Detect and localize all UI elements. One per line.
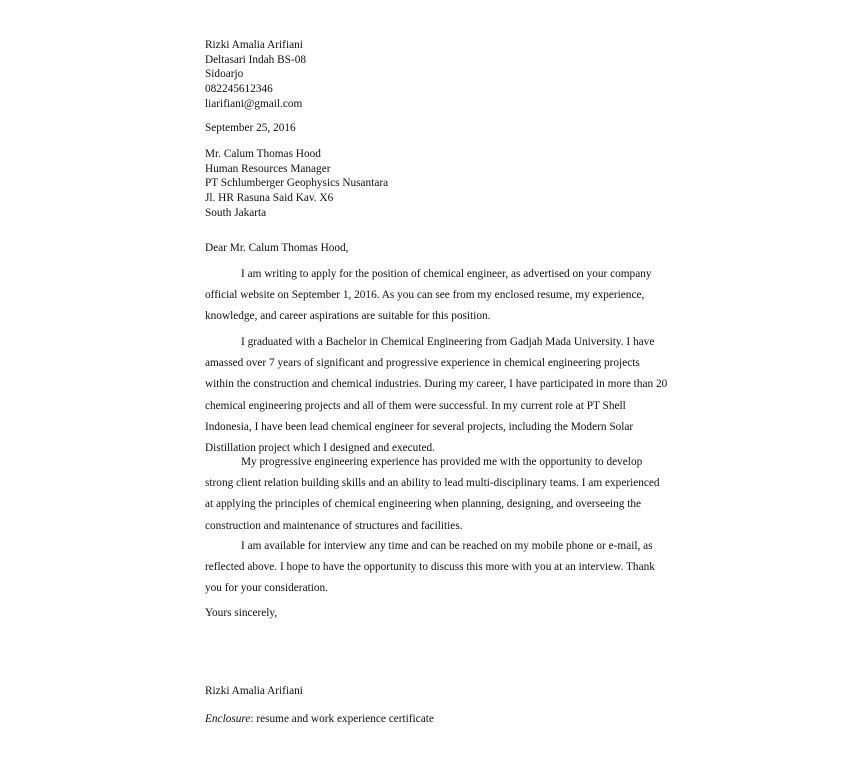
paragraph-line: chemical engineering projects and all of them were successful. In my current role at PT Shell: [205, 399, 626, 412]
body-paragraph-2: [205, 332, 668, 459]
body-paragraph-3: [205, 452, 660, 537]
paragraph-line: within the construction and chemical industries. During my career, I have participated in more than 20: [205, 378, 668, 391]
sender-name: Rizki Amalia Arifiani: [205, 39, 303, 51]
body-paragraph-4: [205, 536, 660, 600]
recipient-company: PT Schlumberger Geophysics Nusantara: [205, 177, 389, 190]
letter-date: September 25, 2016: [205, 122, 296, 134]
paragraph-line: construction and maintenance of structures and facilities.: [205, 519, 463, 532]
sender-email: liarifiani@gmail.com: [205, 97, 303, 110]
recipient-city: South Jakarta: [205, 206, 267, 219]
closing: Yours sincerely,: [205, 607, 278, 619]
paragraph-line: My progressive engineering experience has provided me with the opportunity to develop: [241, 456, 643, 468]
recipient-block: [205, 147, 665, 221]
recipient-name: Mr. Calum Thomas Hood: [205, 148, 321, 160]
paragraph-line: I graduated with a Bachelor in Chemical Engineering from Gadjah Mada University. I have: [241, 336, 655, 348]
paragraph-line: I am available for interview any time and can be reached on my mobile phone or e-mail, as: [241, 540, 653, 552]
enclosure-label: Enclosure: [205, 713, 251, 725]
signature-name: Rizki Amalia Arifiani: [205, 685, 303, 697]
enclosure-text: : resume and work experience certificate: [250, 713, 434, 725]
paragraph-line: at applying the principles of chemical engineering when planning, designing, and overseeing the: [205, 498, 642, 511]
recipient-street: Jl. HR Rasuna Said Kav. X6: [205, 192, 334, 205]
sender-address: Deltasari Indah BS-08: [205, 53, 307, 66]
paragraph-line: Indonesia, I have been lead chemical engineer for several projects, including the Modern Solar: [205, 420, 634, 433]
recipient-title: Human Resources Manager: [205, 162, 331, 175]
enclosure-line: [205, 712, 434, 726]
sender-phone: 082245612346: [205, 83, 273, 96]
salutation: Dear Mr. Calum Thomas Hood,: [205, 242, 349, 254]
paragraph-line: strong client relation building skills and an ability to lead multi-disciplinary teams. I am experienced: [205, 477, 660, 490]
paragraph-line: reflected above. I hope to have the opportunity to discuss this more with you at an interview. Thank: [205, 561, 655, 574]
paragraph-line: Distillation project which I designed and executed.: [205, 442, 435, 455]
paragraph-line: knowledge, and career aspirations are suitable for this position.: [205, 310, 491, 323]
body-paragraph-1: [205, 264, 660, 328]
paragraph-line: amassed over 7 years of significant and progressive experience in chemical engineering projects: [205, 357, 640, 370]
paragraph-line: you for your consideration.: [205, 582, 328, 595]
sender-city: Sidoarjo: [205, 68, 244, 81]
sender-block: [205, 38, 665, 112]
paragraph-line: official website on September 1, 2016. As you can see from my enclosed resume, my experience,: [205, 289, 645, 302]
paragraph-line: I am writing to apply for the position of chemical engineer, as advertised on your company: [241, 268, 652, 280]
